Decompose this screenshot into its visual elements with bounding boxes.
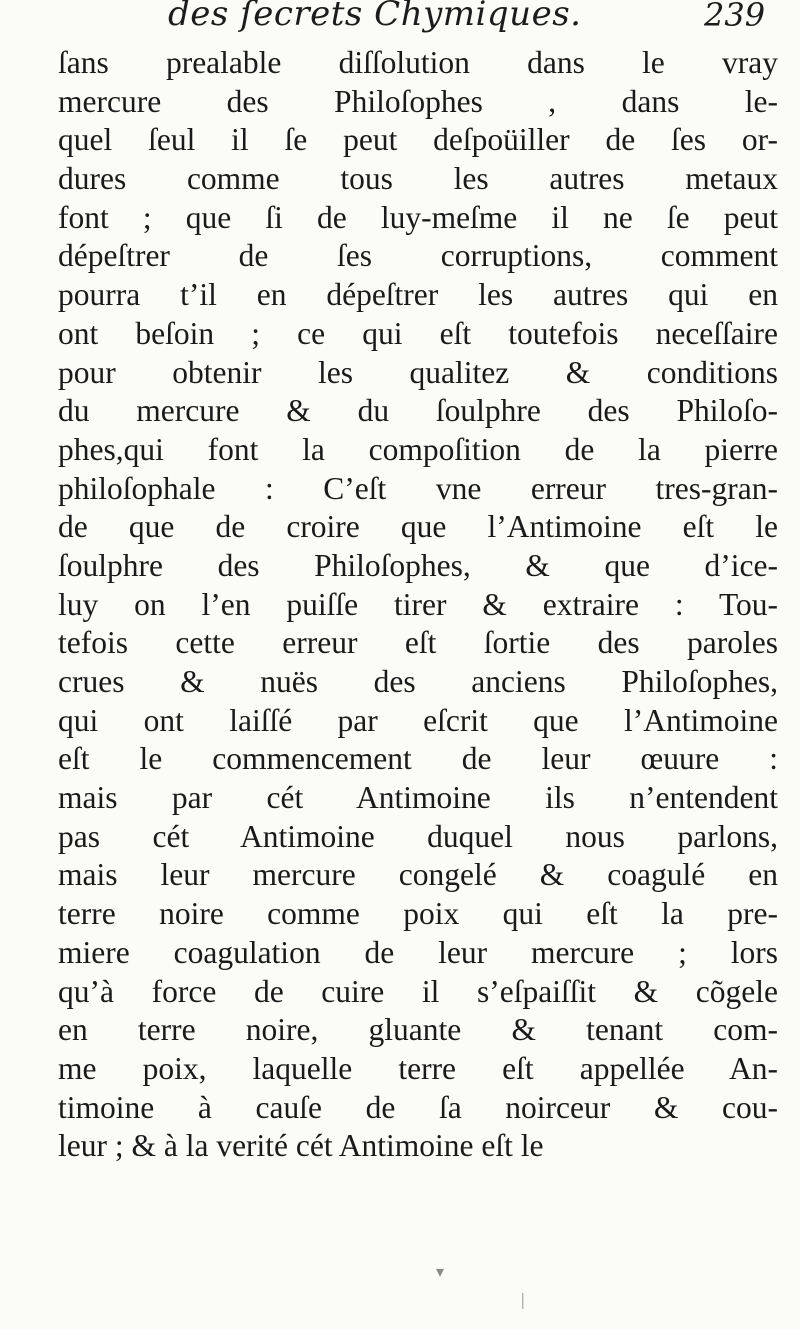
running-title: des ſecrets Chymiques. [168, 0, 582, 34]
text-line: luy on l’en puiſſe tirer & extraire : Tou- [58, 586, 778, 622]
text-line: leur ; & à la verité cét Antimoine eſt le [58, 1128, 544, 1164]
text-line: mais par cét Antimoine ils n’entendent [58, 780, 778, 816]
text-line: de que de croire que l’Antimoine eſt le [58, 509, 778, 545]
text-line: mercure des Philoſophes , dans le- [58, 83, 778, 119]
text-line: dépeſtrer de ſes corruptions, comment [58, 238, 778, 274]
text-line: philoſophale : C’eſt vne erreur tres-gran- [58, 470, 778, 506]
text-line: dures comme tous les autres metaux [58, 161, 778, 197]
text-line: du mercure & du ſoulphre des Philoſo- [58, 393, 778, 429]
text-line: crues & nuës des anciens Philoſophes, [58, 664, 778, 699]
text-line: me poix, laquelle terre eſt appellée An- [58, 1050, 778, 1086]
text-line: phes,qui font la compoſition de la pierre [58, 431, 778, 467]
text-line: pour obtenir les qualitez & conditions [58, 354, 778, 390]
text-line: terre noire comme poix qui eſt la pre- [58, 896, 778, 932]
text-line: ſoulphre des Philoſophes, & que d’ice- [58, 547, 778, 583]
ink-speck: | [520, 1290, 526, 1309]
text-line: eſt le commencement de leur œuure : [58, 741, 778, 777]
text-line: miere coagulation de leur mercure ; lors [58, 934, 778, 970]
text-line: timoine à cauſe de ſa noirceur & cou- [58, 1089, 778, 1125]
text-line: font ; que ſi de luy-meſme il ne ſe peut [58, 199, 778, 235]
text-line: ont beſoin ; ce qui eſt toutefois neceſſaire [58, 315, 778, 351]
page-number: 239 [704, 0, 766, 34]
text-line: mais leur mercure congelé & coagulé en [58, 857, 778, 893]
text-line: en terre noire, gluante & tenant com- [58, 1012, 778, 1048]
text-line: pas cét Antimoine duquel nous parlons, [58, 818, 778, 854]
text-line: quel ſeul il ſe peut deſpoüiller de ſes or- [58, 122, 778, 158]
text-line: ſans prealable diſſolution dans le vray [58, 45, 778, 80]
body-text [58, 44, 778, 1166]
text-line: tefois cette erreur eſt ſortie des paroles [58, 625, 778, 661]
ink-speck: ▾ [436, 1262, 445, 1281]
text-line: qu’à force de cuire il s’eſpaiſſit & cõgele [58, 973, 778, 1009]
text-line: qui ont laiſſé par eſcrit que l’Antimoine [58, 702, 778, 738]
running-header [0, 0, 800, 40]
text-line: pourra t’il en dépeſtrer les autres qui en [58, 277, 778, 313]
